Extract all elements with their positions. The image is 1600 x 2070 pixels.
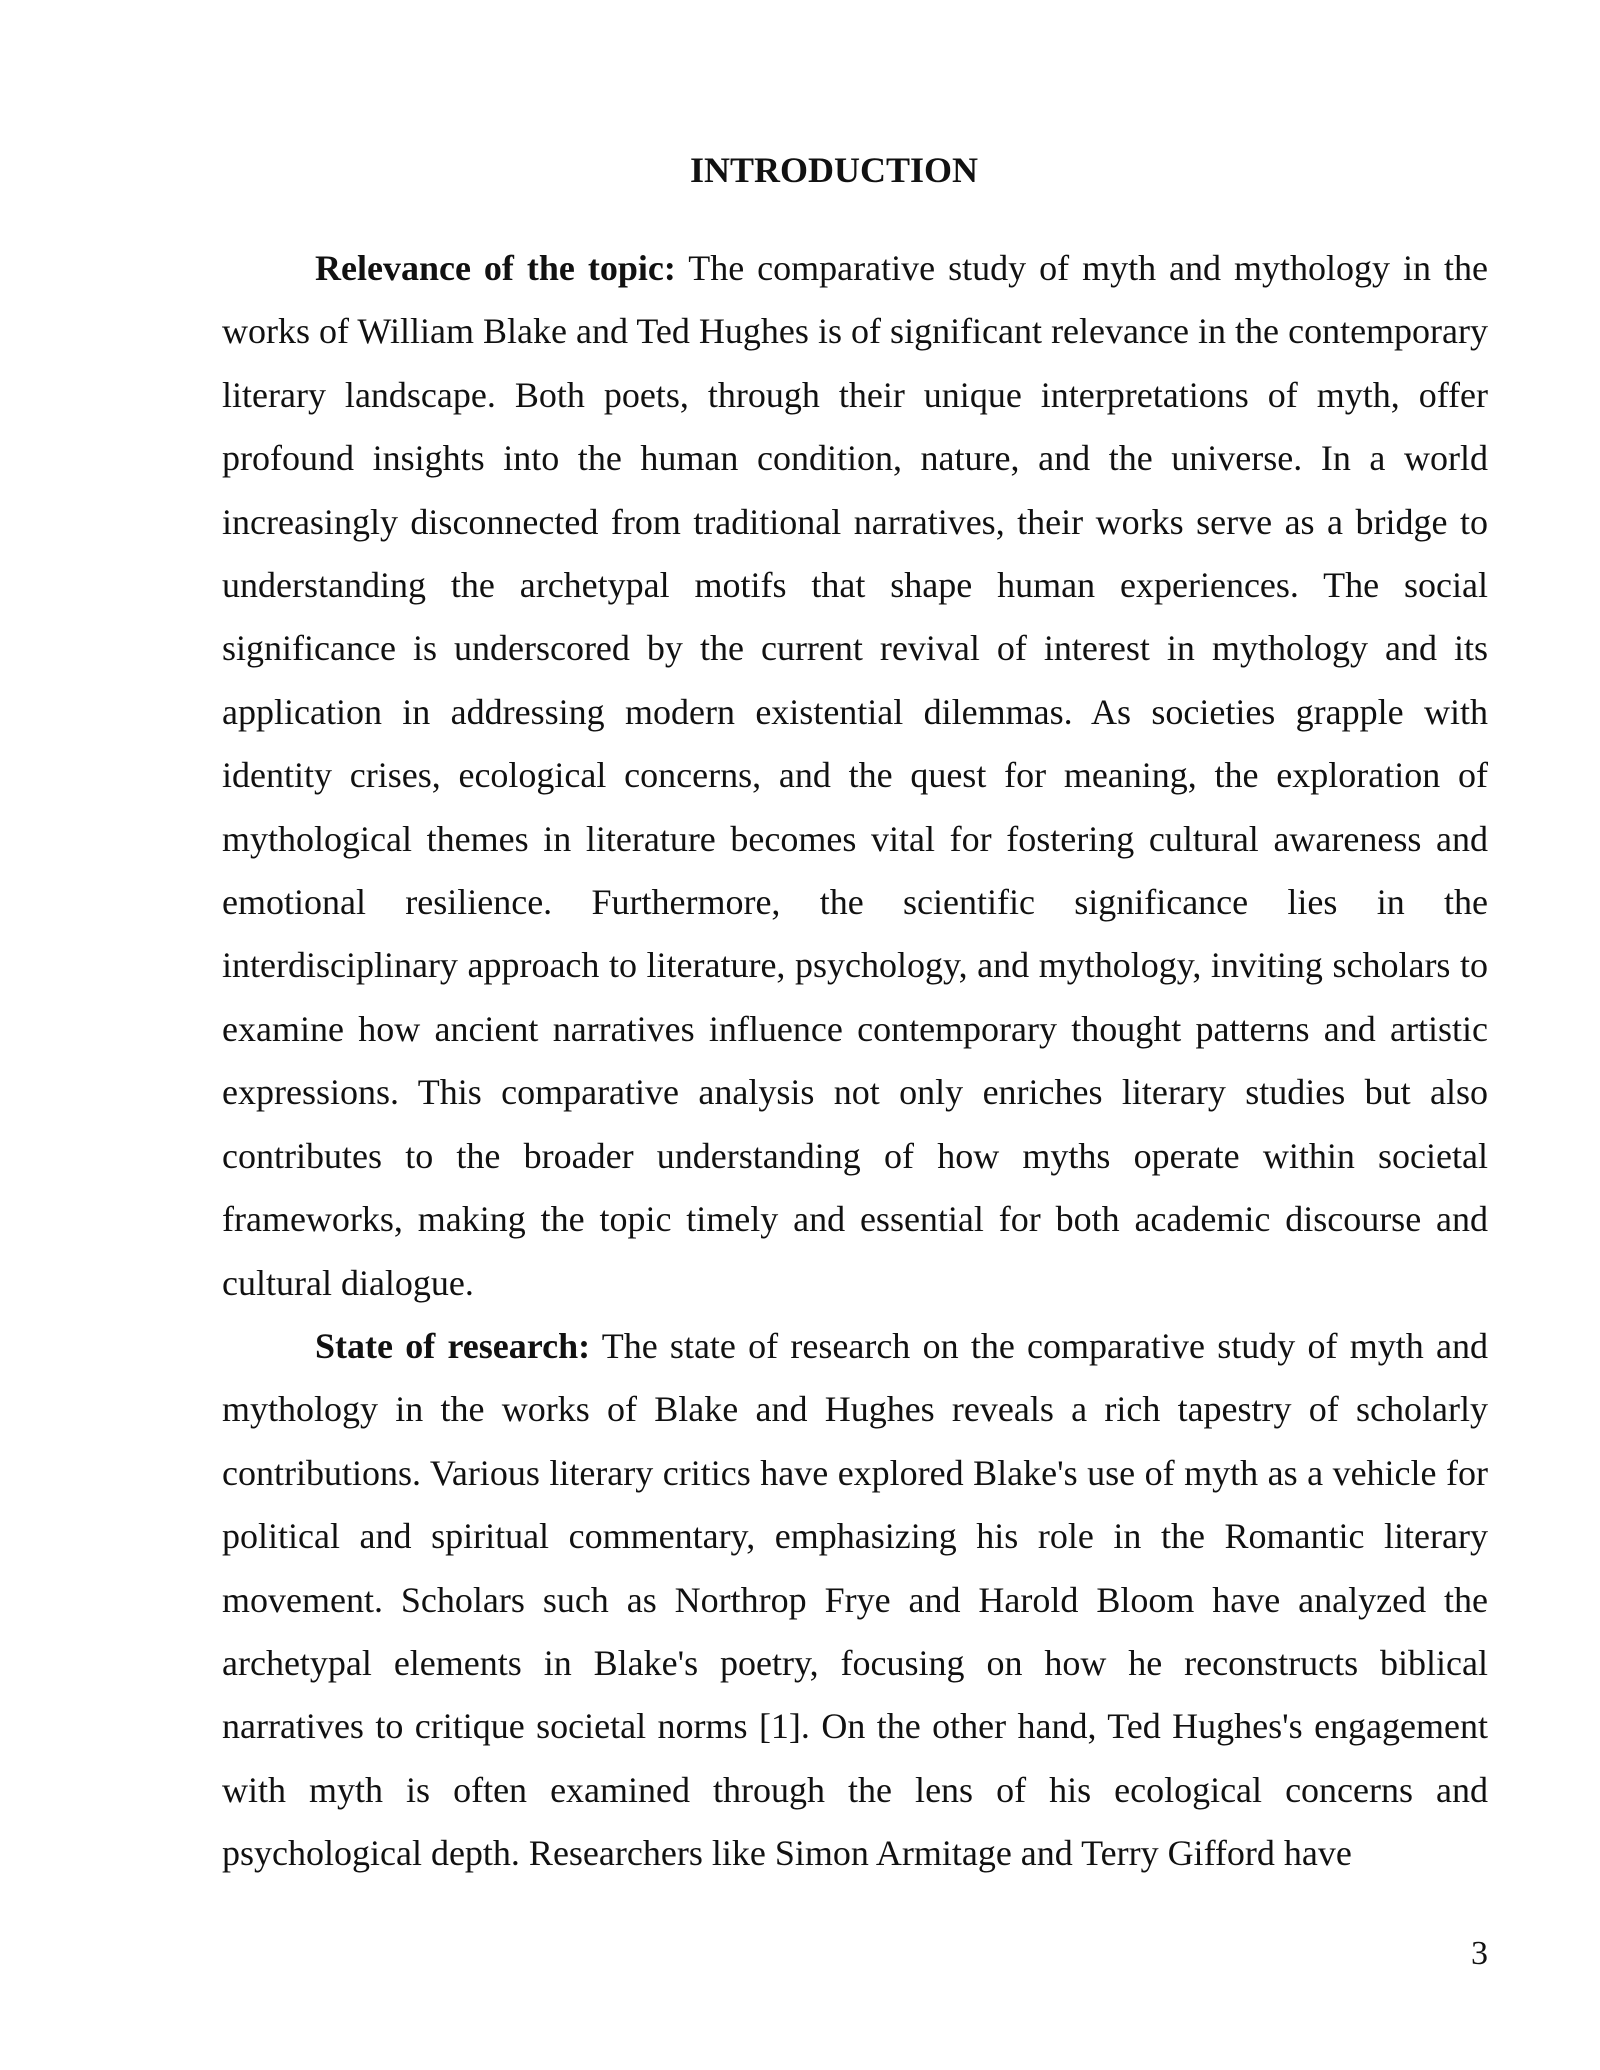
paragraph-state-of-research — [222, 1315, 1488, 1886]
paragraph-relevance — [222, 237, 1488, 1315]
section-heading: INTRODUCTION — [689, 150, 979, 190]
paragraph-text: The comparative study of myth and mythology in the works of William Blake and Ted Hughes is of significant relevance in the contemporary literary landscape. Both poets, through their unique interpretations of myth, offer profound insights into the human condition, nature, and the universe. In a world increasingly disconnected from traditional narratives, their works serve as a bridge to understanding the archetypal motifs that shape human experiences. The social significance is underscored by the current revival of interest in mythology and its application in addressing modern existential dilemmas. As societies grapple with identity crises, ecological concerns, and the quest for meaning, the exploration of mythological themes in literature becomes vital for fostering cultural awareness and emotional resilience. Furthermore, the scientific significance lies in the interdisciplinary approach to literature, psychology, and mythology, inviting scholars to examine how ancient narratives influence contemporary thought patterns and artistic expressions. This comparative analysis not only enriches literary studies but also contributes to the broader understanding of how myths operate within societal frameworks, making the topic timely and essential for both academic discourse and cultural dialogue. — [222, 248, 1489, 1303]
paragraph-text: The state of research on the comparative study of myth and mythology in the works of Blake and Hughes reveals a rich tapestry of scholarly contributions. Various literary critics have explored Blake's use of myth as a vehicle for political and spiritual commentary, emphasizing his role in the Romantic literary movement. Scholars such as Northrop Frye and Harold Bloom have analyzed the archetypal elements in Blake's poetry, focusing on how he reconstructs biblical narratives to critique societal norms [1]. On the other hand, Ted Hughes's engagement with myth is often examined through the lens of his ecological concerns and psychological depth. Researchers like Simon Armitage and Terry Gifford have — [222, 1325, 1488, 1874]
paragraph-lead: Relevance of the topic: — [315, 248, 676, 288]
page-number: 3 — [1471, 1935, 1488, 1972]
paragraph-lead: State of research: — [315, 1325, 591, 1366]
body-text — [222, 237, 1488, 1886]
